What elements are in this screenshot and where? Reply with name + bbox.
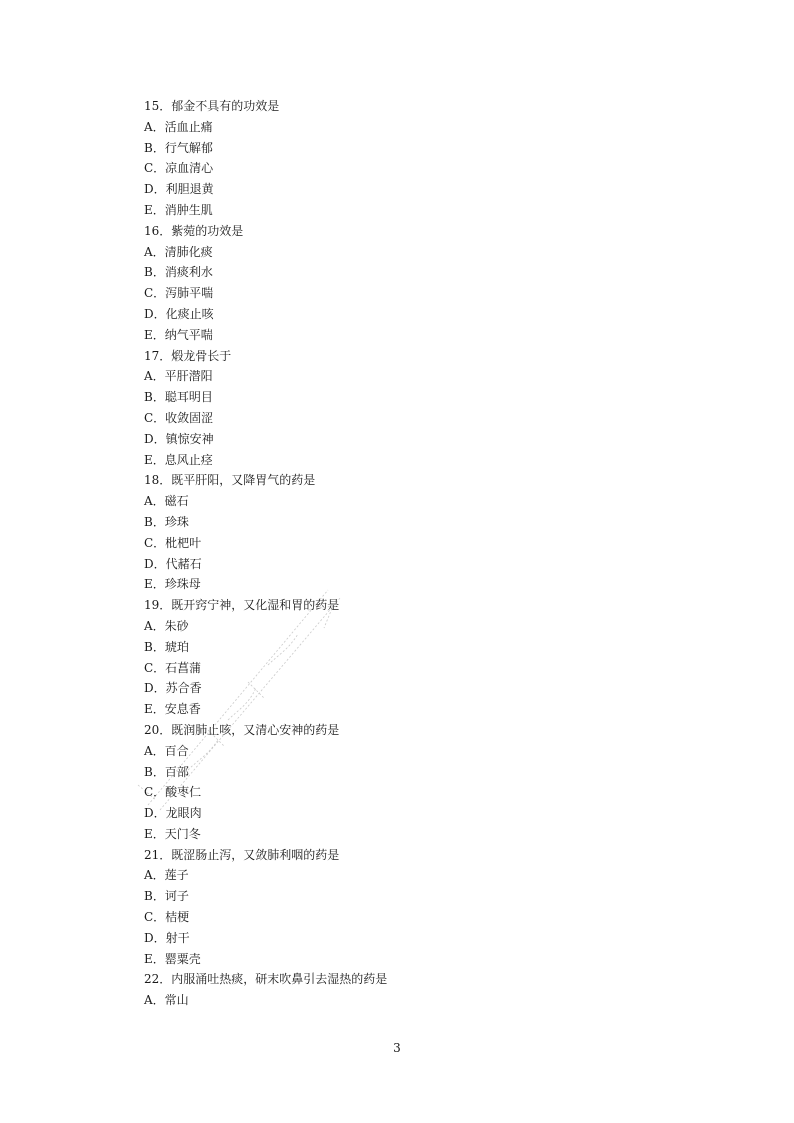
option: A．百合 bbox=[144, 743, 189, 758]
option: C．凉血清心 bbox=[144, 161, 214, 176]
option: B．诃子 bbox=[144, 889, 189, 904]
option: D．龙眼肉 bbox=[144, 806, 202, 821]
question-stem: 18．既平肝阳，又降胃气的药是 bbox=[144, 473, 316, 488]
option: C．桔梗 bbox=[144, 910, 190, 925]
option: A．磁石 bbox=[144, 494, 189, 509]
option: D．利胆退黄 bbox=[144, 182, 214, 197]
question-stem: 21．既涩肠止泻，又敛肺利咽的药是 bbox=[144, 847, 340, 862]
option: A．莲子 bbox=[144, 868, 189, 883]
question-stem: 16．紫菀的功效是 bbox=[144, 223, 244, 238]
option: B．珍珠 bbox=[144, 514, 189, 529]
option: D．苏合香 bbox=[144, 681, 202, 696]
question-stem: 17．煅龙骨长于 bbox=[144, 348, 232, 363]
question-stem: 22．内服涌吐热痰，研末吹鼻引去湿热的药是 bbox=[144, 972, 388, 987]
option: E．珍珠母 bbox=[144, 577, 201, 592]
question-stem: 20．既润肺止咳，又清心安神的药是 bbox=[144, 722, 340, 737]
option: A．朱砂 bbox=[144, 618, 189, 633]
option: E．安息香 bbox=[144, 702, 201, 717]
option: B．聪耳明目 bbox=[144, 390, 213, 405]
option: D．射干 bbox=[144, 930, 190, 945]
option: C．收敛固涩 bbox=[144, 410, 214, 425]
option: A．活血止痛 bbox=[144, 119, 213, 134]
question-stem: 15．郁金不具有的功效是 bbox=[144, 99, 280, 113]
option: E．天门冬 bbox=[144, 826, 201, 841]
option: A．平肝潜阳 bbox=[144, 369, 213, 384]
option: D．化痰止咳 bbox=[144, 306, 214, 321]
option: B．消痰利水 bbox=[144, 265, 213, 280]
option: C．泻肺平喘 bbox=[144, 286, 214, 301]
option: D．镇惊安神 bbox=[144, 431, 214, 446]
option: E．纳气平喘 bbox=[144, 327, 213, 342]
option: E．消肿生肌 bbox=[144, 202, 213, 217]
option: C．枇杷叶 bbox=[144, 535, 202, 550]
option: A．清肺化痰 bbox=[144, 244, 213, 259]
option: A．常山 bbox=[144, 993, 189, 1008]
option: B．行气解郁 bbox=[144, 140, 213, 155]
option: D．代赭石 bbox=[144, 556, 202, 571]
page-number: 3 bbox=[393, 1041, 401, 1055]
option: B．百部 bbox=[144, 764, 189, 779]
option: C．石菖蒲 bbox=[144, 660, 202, 675]
question-stem: 19．既开窍宁神，又化湿和胃的药是 bbox=[144, 598, 340, 613]
question-list bbox=[144, 96, 704, 1011]
option: E．罂粟壳 bbox=[144, 951, 201, 966]
option: B．琥珀 bbox=[144, 639, 189, 654]
option: E．息风止痉 bbox=[144, 452, 213, 467]
option: C．酸枣仁 bbox=[144, 785, 202, 800]
